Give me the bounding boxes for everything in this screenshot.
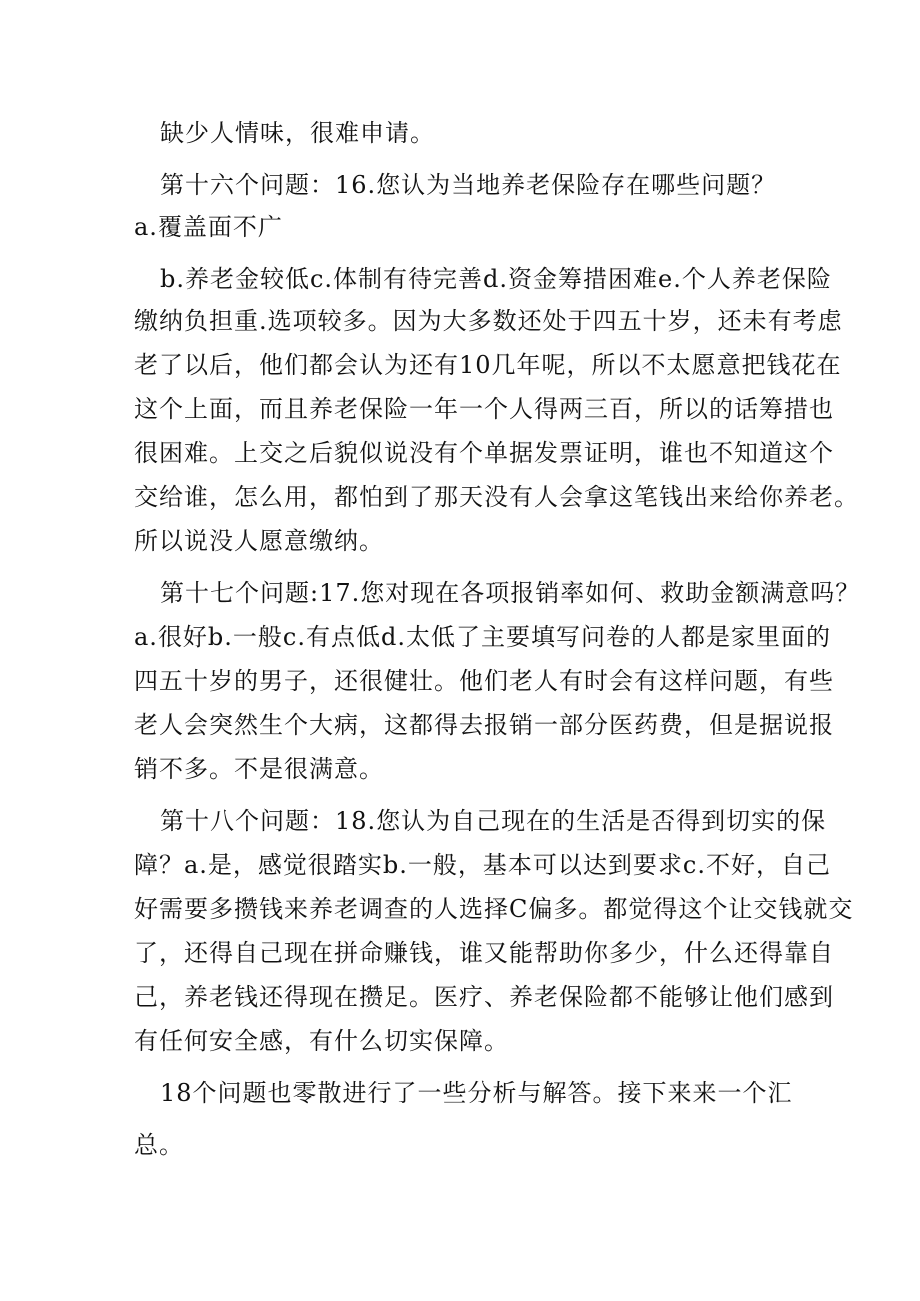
text-line: 所以说没人愿意缴纳。 [134,527,384,555]
text-line: 有任何安全感，有什么切实保障。 [134,1027,509,1055]
text-line: 缴纳负担重.选项较多。因为大多数还处于四五十岁，还未有考虑 [134,307,843,335]
summary-line: 18个问题也零散进行了一些分析与解答。接下来来一个汇 [160,1079,793,1107]
text-line: 障？a.是，感觉很踏实b.一般，基本可以达到要求c.不好，自己 [134,851,831,879]
text-line: 销不多。不是很满意。 [134,755,384,783]
question-16-heading: 第十六个问题：16.您认为当地养老保险存在哪些问题？ [160,171,777,199]
text-line: 己，养老钱还得现在攒足。医疗、养老保险都不能够让他们感到 [134,983,834,1011]
text-line: a.覆盖面不广 [134,213,283,241]
text-line: 好需要多攒钱来养老调查的人选择C偏多。都觉得这个让交钱就交 [134,895,854,923]
text-line: 了，还得自己现在拼命赚钱，谁又能帮助你多少，什么还得靠自 [134,939,834,967]
question-18-heading: 第十八个问题：18.您认为自己现在的生活是否得到切实的保 [160,807,827,835]
text-line: 缺少人情味，很难申请。 [160,119,435,147]
text-line: 交给谁，怎么用，都怕到了那天没有人会拿这笔钱出来给你养老。 [134,483,859,511]
text-line: 这个上面，而且养老保险一年一个人得两三百，所以的话筹措也 [134,395,834,423]
text-line: 总。 [134,1131,184,1159]
text-line: 老人会突然生个大病，这都得去报销一部分医药费，但是据说报 [134,711,834,739]
text-line: 四五十岁的男子，还很健壮。他们老人有时会有这样问题，有些 [134,667,834,695]
text-line: b.养老金较低c.体制有待完善d.资金筹措困难e.个人养老保险 [160,265,832,293]
question-17-heading: 第十七个问题:17.您对现在各项报销率如何、救助金额满意吗？ [160,579,861,607]
text-line: 老了以后，他们都会认为还有10几年呢，所以不太愿意把钱花在 [134,351,842,379]
text-line: 很困难。上交之后貌似说没有个单据发票证明，谁也不知道这个 [134,439,834,467]
text-line: a.很好b.一般c.有点低d.太低了主要填写问卷的人都是家里面的 [134,623,831,651]
